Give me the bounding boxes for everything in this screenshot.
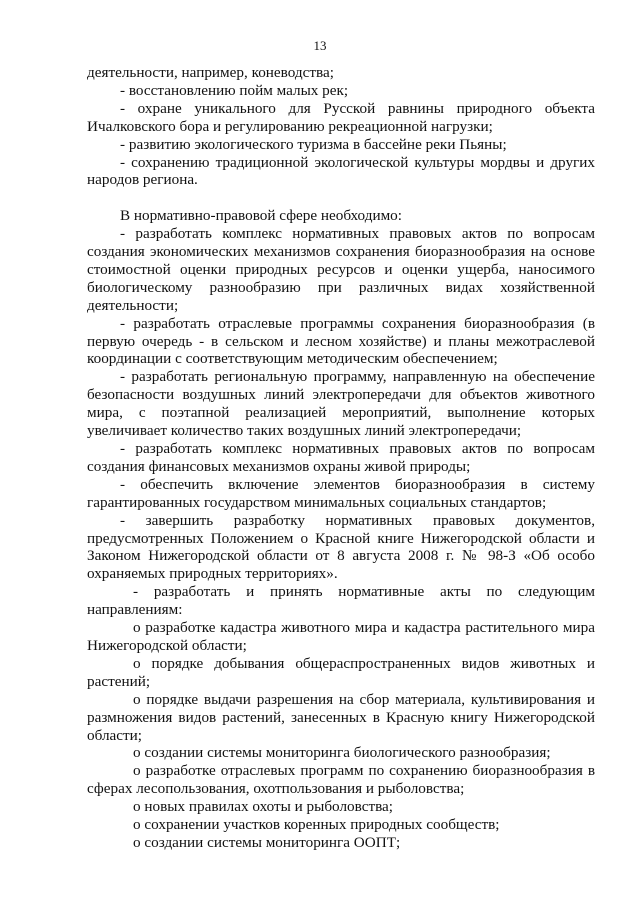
list-item: - разработать отраслевые программы сохранения биоразнообразия (в первую очередь - в сельском и лесном хозяйстве) и планы межотраслевой координации с соответствующим методическим обеспечением; — [87, 314, 595, 368]
list-item: - разработать региональную программу, направленную на обеспечение безопасности воздушных линий электропередачи для объектов животного мира, с поэтапной реализацией мероприятий, выполнение которых увеличивает количество таких воздушных линий электропередачи; — [87, 368, 595, 440]
list-item: - развитию экологического туризма в бассейне реки Пьяны; — [120, 135, 507, 153]
sub-list-item: о разработке отраслевых программ по сохранению биоразнообразия в сферах лесопользования, охотпользования и рыболовства; — [87, 762, 595, 798]
list-item: - обеспечить включение элементов биоразнообразия в систему гарантированных государством минимальных социальных стандартов; — [87, 475, 595, 511]
list-item: - разработать и принять нормативные акты по следующим направлениям: — [87, 583, 595, 619]
section-intro: В нормативно-правовой сфере необходимо: — [120, 207, 402, 225]
sub-list-item: о порядке выдачи разрешения на сбор материала, культивирования и размножения видов растений, занесенных в Красную книгу Нижегородской области; — [87, 690, 595, 744]
list-item: - восстановлению пойм малых рек; — [120, 81, 349, 99]
paragraph: деятельности, например, коневодства; — [87, 64, 334, 81]
sub-list-item: о создании системы мониторинга ООПТ; — [133, 833, 401, 851]
sub-list-item: о создании системы мониторинга биологического разнообразия; — [133, 744, 551, 762]
page-number: 13 — [313, 38, 327, 53]
list-item: - охране уникального для Русской равнины природного объекта Ичалковского бора и регулированию рекреационной нагрузки; — [87, 99, 595, 135]
sub-list-item: о сохранении участков коренных природных сообществ; — [133, 816, 500, 834]
sub-list-item: о разработке кадастра животного мира и кадастра растительного мира Нижегородской области; — [87, 619, 595, 654]
paragraph-spacer — [87, 189, 595, 207]
list-item: - разработать комплекс нормативных правовых актов по вопросам создания экономических механизмов сохранения биоразнообразия на основе стоимостной оценки природных ресурсов и оценки ущерба, наносимого биологическому разнообразию при различных видах хозяйственной деятельности; — [87, 225, 595, 314]
document-body — [87, 64, 595, 852]
list-item: - разработать комплекс нормативных правовых актов по вопросам создания финансовых механизмов охраны живой природы; — [87, 440, 595, 475]
list-item: - завершить разработку нормативных правовых документов, предусмотренных Положением о Красной книге Нижегородской области и Законом Нижегородской области от 8 августа 2008 г. № 98-З «Об особо охраняемых природных территориях». — [87, 511, 595, 583]
list-item: - сохранению традиционной экологической культуры мордвы и других народов региона. — [87, 153, 595, 189]
sub-list-item: о порядке добывания общераспространенных видов животных и растений; — [87, 654, 595, 690]
sub-list-item: о новых правилах охоты и рыболовства; — [133, 798, 394, 816]
